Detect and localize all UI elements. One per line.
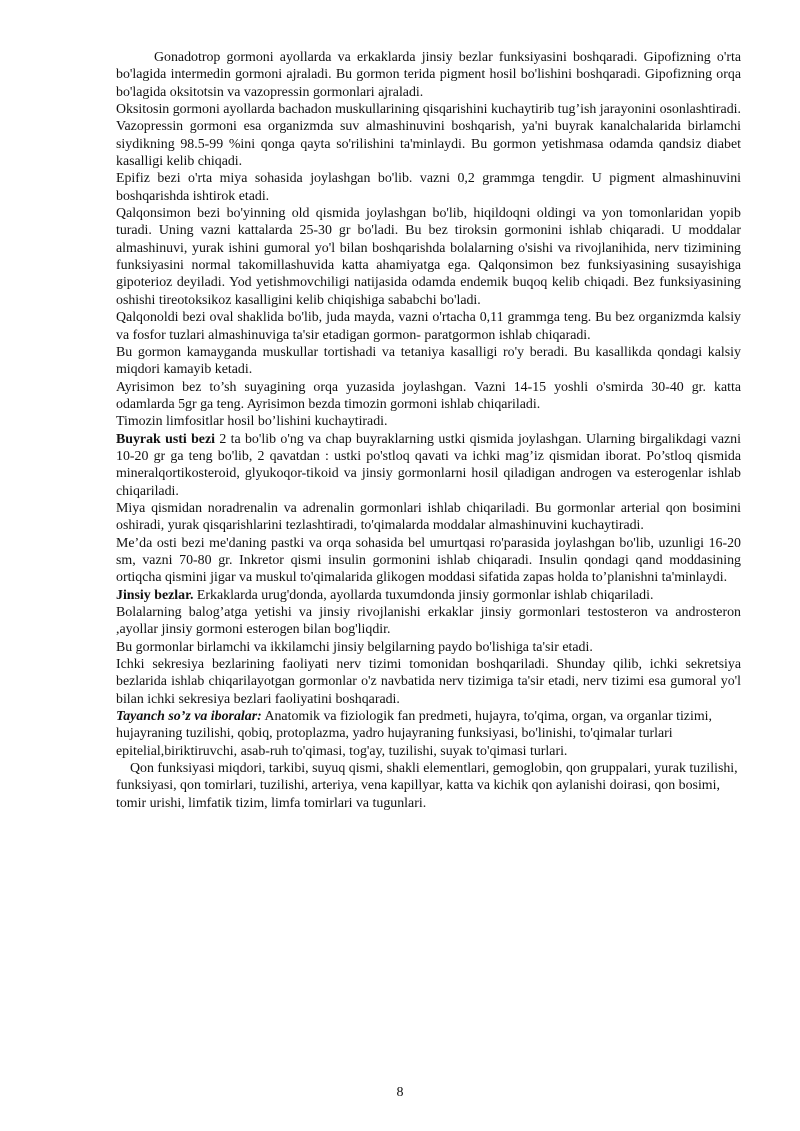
paragraph-balogat: Bolalarning balog’atga yetishi va jinsiy rivojlanishi erkaklar jinsiy gormonlari testosteron va androsteron ,ayollar jinsiy gormoni esterogen bilan bog'liqdir.: [116, 605, 741, 638]
paragraph-epifiz: Epifiz bezi o'rta miya sohasida joylashgan bo'lib. vazni 0,2 grammga tengdir. U pigment almashinuvini boshqarishda ishtirok etadi.: [116, 171, 741, 204]
paragraph-vazopressin: Vazopressin gormoni esa organizmda suv almashinuvini boshqarish, ya'ni buyrak kanalchalarida birlamchi siydikning 98.5-99 %ini qonga qayta so'rilishini ta'minlaydi. Bu gormon yetishmasa odamda qandsiz diabet kasalligi kelib chiqadi.: [116, 119, 741, 170]
paragraph-qalqonsimon: Qalqonsimon bezi bo'yinning old qismida joylashgan bo'lib, hiqildoqni oldingi va yon tomonlaridan yopib turadi. Uning vazni kattalarda 25-30 gr bo'ladi. Bu bez tiroksin gormonini ishlab chiqaradi. U moddalar almashinuvi, yurak ishini gumoral yo'l bilan boshqarishda bolalarning o'sishi va rivojlanihida, nerv tizimining funksiyasini normal takomillashuvida katta ahamiyatga ega. Qalqonsimon bez funksiyasining susayishiga gipoterioz deyiladi. Yod yetishmovchiligi natijasida odamda endemik buqoq kelib chiqadi. Bez funksiyasining oshishi tireotoksikoz kasalligini kelib chiqishiga sababchi bo'ladi.: [116, 206, 741, 308]
paragraph-jinsiy-bezlar: [116, 587, 741, 604]
paragraph-ichki-sekresiya: Ichki sekresiya bezlarining faoliyati nerv tizimi tomonidan boshqariladi. Shunday qilib, ichki sekretsiya bezlarida ishlab chiqarilayotgan gormonlar o'z navbatida nerv tizimiga ta'sir etadi, nerv tizimi esa gumoral yo'l bilan ichki sekresiya bezlari faoliyatini boshqaradi.: [116, 657, 741, 707]
page-number: 8: [396, 1085, 404, 1100]
paragraph-meda-osti: Me’da osti bezi me'daning pastki va orqa sohasida bel umurtqasi ro'parasida joylashgan bo'lib, uzunligi 16-20 sm, vazni 70-80 gr. Inkretor qismi insulin gormonini ishlab chiqaradi. Insulin qondagi qand moddasining ortiqcha qismini jigar va muskul to'qimalarida glikogen moddasi sifatida zapas holda to’planishni ta'minlaydi.: [116, 535, 741, 586]
paragraph-oksitosin: Oksitosin gormoni ayollarda bachadon muskullarining qisqarishini kuchaytirib tug’ish jarayonini osonlashtiradi.: [116, 102, 741, 118]
paragraph-text: 2 ta bo'lib o'ng va chap buyraklarning ustki qismida joylashgan. Ularning birgalikdagi vazni 10-20 gr ga teng bo'lib, 2 qavatdan : ustki po'stloq qavati va ichki mag’iz qismidan iborat. Po’stloq qismida mineralqortikosteroid, glyukoqor-tikoid va jinsiy gormonlarni hosil qiladigan androgen va esterogenlar ishlab chiqariladi.: [116, 431, 741, 499]
paragraph-miya-qismi: Miya qismidan noradrenalin va adrenalin gormonlari ishlab chiqariladi. Bu gormonlar arterial qon bosimini oshiradi, yurak qisqarishlarini tezlashtiradi, to'qimalarda moddalar almashinuvini kuchaytiradi.: [116, 500, 741, 534]
paragraph-timozin: Timozin limfositlar hosil bo’lishini kuchaytiradi.: [116, 414, 388, 430]
term-buyrak-usti-bezi: Buyrak usti bezi: [116, 431, 215, 447]
document-body: [116, 49, 741, 812]
paragraph-qalqonoldi: Qalqonoldi bezi oval shaklida bo'lib, juda mayda, vazni o'rtacha 0,11 grammga teng. Bu bez organizmda kalsiy va fosfor tuzlari almashinuviga ta'sir etadigan gormon- paratgormon ishlab chiqaradi.: [116, 310, 741, 343]
paragraph-qon: Qon funksiyasi miqdori, tarkibi, suyuq qismi, shakli elementlari, gemoglobin, qon gruppalari, yurak tuzilishi, funksiyasi, qon tomirlari, tuzilishi, arteriya, vena kapillyar, katta va kichik qon aylanishi doirasi, qon bosimi, tomir urishi, limfatik tizim, limfa tomirlari va tugunlari.: [116, 761, 738, 811]
paragraph-tetaniya: Bu gormon kamayganda muskullar tortishadi va tetaniya kasalligi ro'y beradi. Bu kasallikda qondagi kalsiy miqdori kamayib ketadi.: [116, 344, 741, 378]
paragraph-ayrisimon: Ayrisimon bez to’sh suyagining orqa yuzasida joylashgan. Vazni 14-15 yoshli o'smirda 30-40 gr. katta odamlarda 5gr ga teng. Ayrisimon bezda timozin gormoni ishlab chiqariladi.: [116, 379, 741, 412]
heading-tayanch-soz: Tayanch so’z va iboralar:: [116, 709, 262, 725]
paragraph-text: Anatomik va fiziologik fan predmeti, hujayra, to'qima, organ, va organlar tizimi, hujayraning tuzilishi, qobiq, protoplazma, yadro hujayraning funksiyasi, bo'linishi, to'qimalar turlari epitelial,biriktiruvchi, asab-ruh to'qimasi, tog'ay, tuzilishi, suyak to'qimasi turlari.: [116, 709, 712, 759]
paragraph-gonadotrop: Gonadotrop gormoni ayollarda va erkaklarda jinsiy bezlar funksiyasini boshqaradi. Gipofizning o'rta bo'lagida intermedin gormoni ajraladi. Bu gormon terida pigment hosil bo'lishini boshqaradi. Gipofizning orqa bo'lagida oksitotsin va vazopressin gormonlari ajraladi.: [116, 50, 741, 100]
paragraph-tayanch: [116, 708, 741, 760]
paragraph-buyrak-usti: [116, 431, 741, 500]
paragraph-belgilar: Bu gormonlar birlamchi va ikkilamchi jinsiy belgilarning paydo bo'lishiga ta'sir etadi.: [116, 639, 593, 655]
term-jinsiy-bezlar: Jinsiy bezlar.: [116, 587, 194, 603]
paragraph-text: Erkaklarda urug'donda, ayollarda tuxumdonda jinsiy gormonlar ishlab chiqariladi.: [193, 587, 654, 603]
